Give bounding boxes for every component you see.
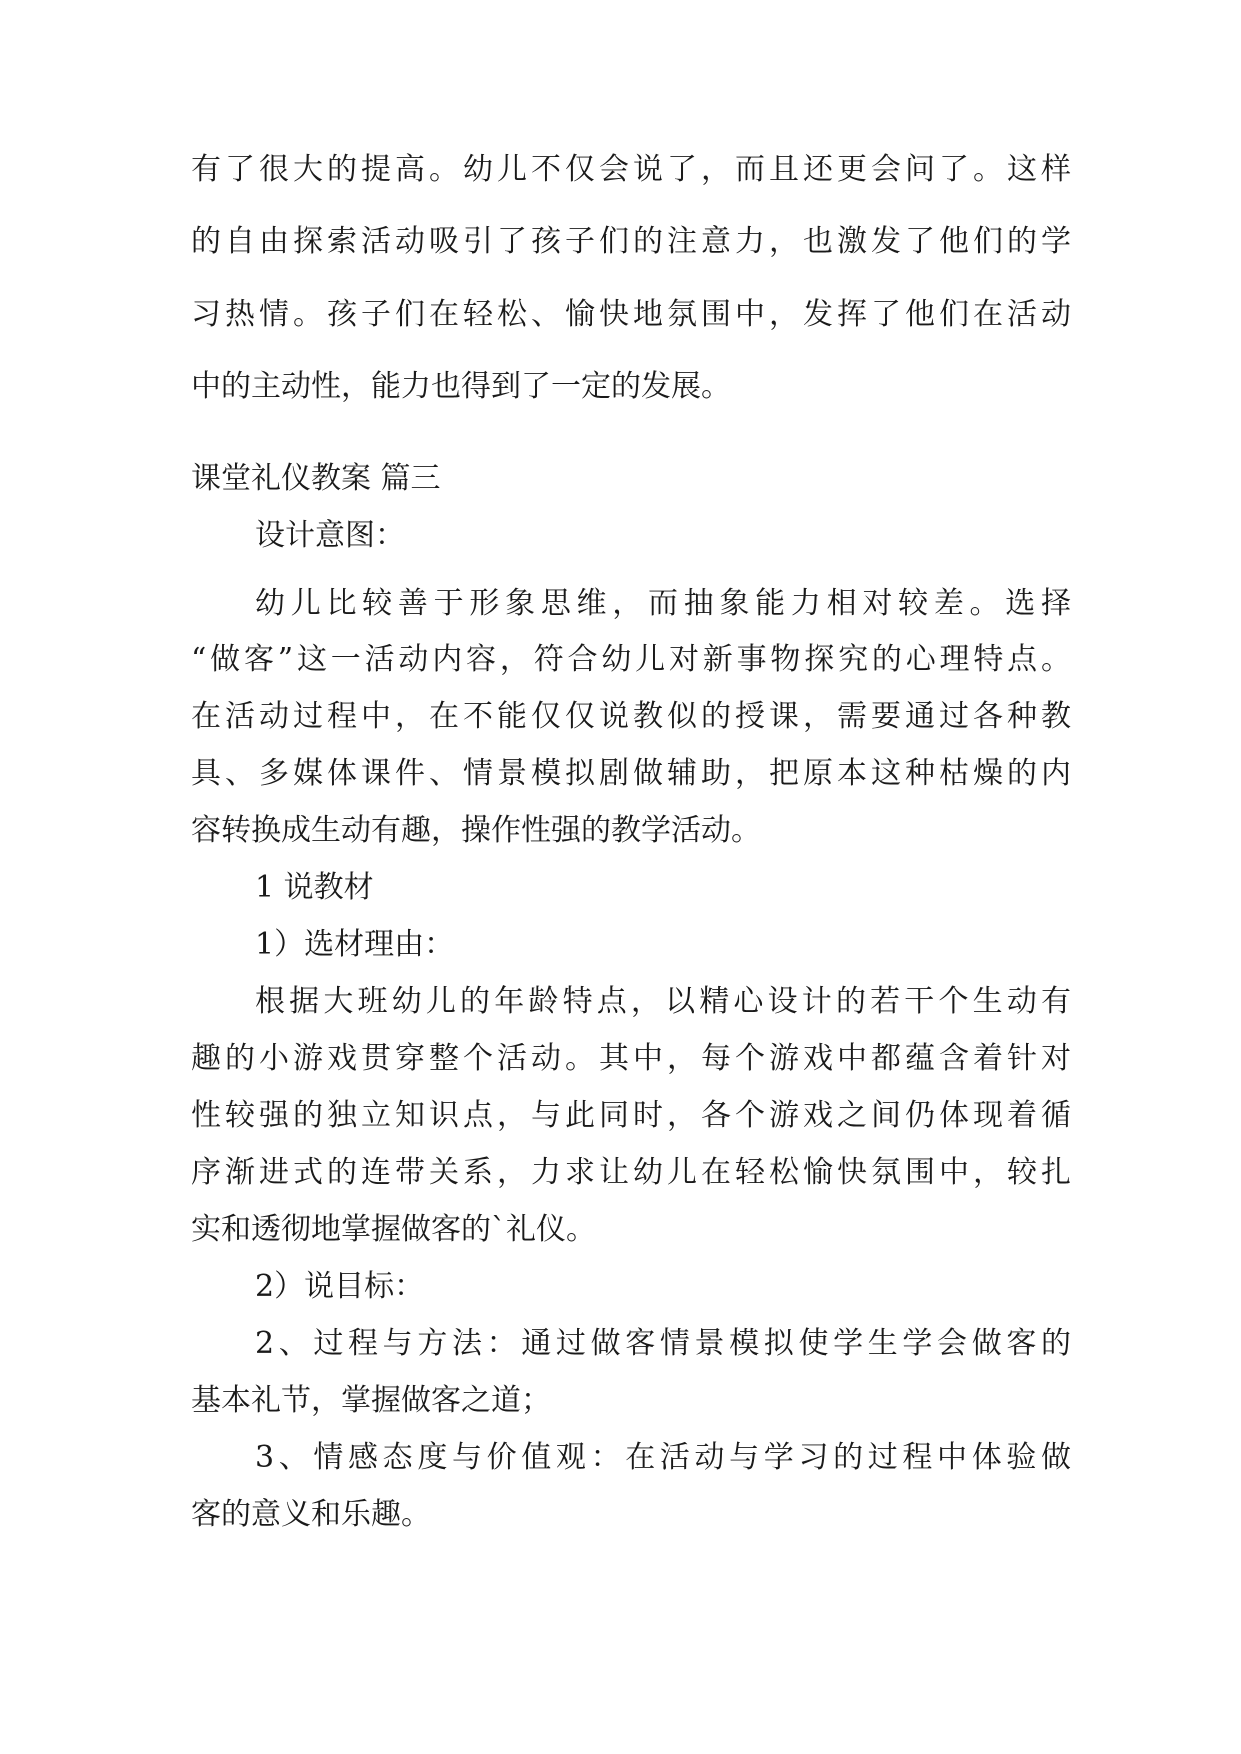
paragraph-line: 有了很大的提高。幼儿不仅会说了，而且还更会问了。这样: [191, 152, 1071, 187]
design-heading: 设计意图：: [255, 518, 405, 553]
paragraph-line: 在活动过程中，在不能仅仅说教似的授课，需要通过各种教: [191, 699, 1071, 734]
heading-1-1: 1）选材理由：: [255, 927, 455, 962]
paragraph-line: 根据大班幼儿的年龄特点，以精心设计的若干个生动有: [255, 984, 1071, 1019]
paragraph-line: 容转换成生动有趣，操作性强的教学活动。: [191, 813, 761, 848]
paragraph-line: 序渐进式的连带关系，力求让幼儿在轻松愉快氛围中，较扎: [191, 1155, 1071, 1190]
heading-1: 1 说教材: [255, 870, 374, 905]
paragraph-line: 中的主动性，能力也得到了一定的发展。: [191, 369, 731, 404]
paragraph-line: 幼儿比较善于形象思维，而抽象能力相对较差。选择: [255, 586, 1071, 621]
paragraph-line: “做客”这一活动内容，符合幼儿对新事物探究的心理特点。: [191, 642, 1071, 677]
section-title: 课堂礼仪教案 篇三: [191, 461, 441, 496]
paragraph-line: 具、多媒体课件、情景模拟剧做辅助，把原本这种枯燥的内: [191, 756, 1071, 791]
paragraph-line: 2、过程与方法：通过做客情景模拟使学生学会做客的: [255, 1326, 1071, 1361]
paragraph-line: 3、情感态度与价值观：在活动与学习的过程中体验做: [255, 1440, 1071, 1475]
paragraph-line: 性较强的独立知识点，与此同时，各个游戏之间仍体现着循: [191, 1098, 1071, 1133]
paragraph-line: 基本礼节，掌握做客之道；: [191, 1383, 551, 1418]
paragraph-line: 的自由探索活动吸引了孩子们的注意力，也激发了他们的学: [191, 224, 1071, 259]
paragraph-line: 实和透彻地掌握做客的`礼仪。: [191, 1212, 596, 1247]
paragraph-line: 趣的小游戏贯穿整个活动。其中，每个游戏中都蕴含着针对: [191, 1041, 1071, 1076]
paragraph-line: 习热情。孩子们在轻松、愉快地氛围中，发挥了他们在活动: [191, 297, 1071, 332]
heading-1-2: 2）说目标：: [255, 1269, 425, 1304]
paragraph-line: 客的意义和乐趣。: [191, 1497, 431, 1532]
